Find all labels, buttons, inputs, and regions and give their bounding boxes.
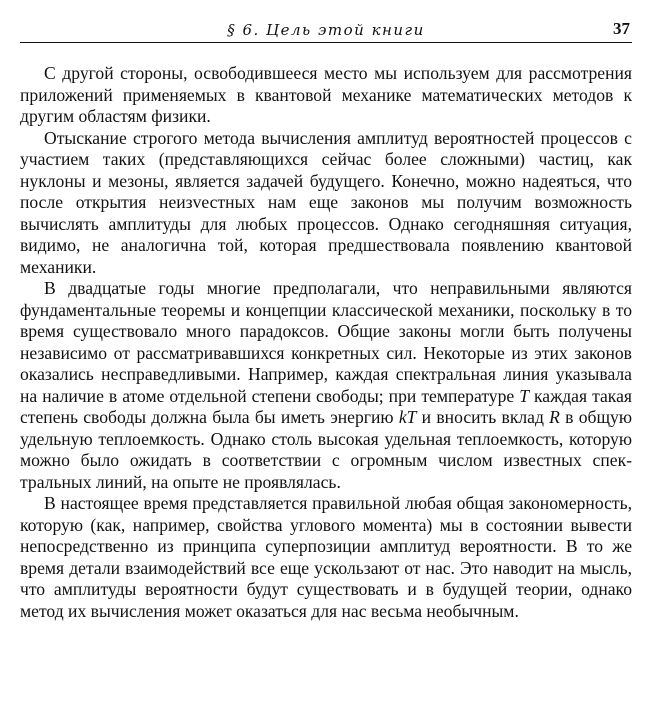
page-number: 37 [613,19,630,38]
body-text [20,63,632,622]
paragraph-4: В настоящее время представляется правильной любая общая закономерность, которую (как, например, свойства углового момента) мы в состоянии вывести непосредственно из принципа суперпозиции амплитуд вероятности. В то же время детали взаимодействий все еще ускользают от нас. Это наводит на мысль, что амплитуды вероятности будут существовать и в будущей теории, однако метод их вычисления может оказаться для нас весьма необычным. [20,493,632,621]
book-page [20,18,632,708]
symbol-energy-kt: kT [398,407,417,427]
paragraph-1: С другой стороны, освободившееся место мы используем для рассмотрения приложений применяемых в квантовой механике математических методов к другим областям физики. [20,63,632,126]
paragraph-3 [20,278,632,493]
paragraph-3-text-end: в общую удельную теплоемкость. Однако столь высокая удельная теплоемкость, которую можно было ожидать в соответствии с огромным числом известных спектральных линий, на опыте не проявлялась. [20,407,632,492]
paragraph-2: Отыскание строгого метода вычисления амплитуд вероятностей процессов с участием таких (представляющихся сейчас более сложными) частиц, как нуклоны и мезоны, является задачей будущего. Конечно, можно надеяться, что после открытия неизvестных нам еще законов мы получим возможность вычислять амплитуды для любых процессов. Однако сегодняшняя ситуация, видимо, не аналогична той, которая предшествовала появлению квантовой механики. [20,127,632,277]
symbol-gas-constant: R [549,407,560,427]
running-head [20,18,632,43]
section-title: § 6. Цель этой книги [227,21,425,39]
paragraph-3-text-mid-2: и вносить вклад [416,407,550,427]
paragraph-3-text-start: В двадцатые годы многие предполагали, что неправильными являются фундаментальные теоремы и концепции классической механики, поскольку в то время существовало много парадоксов. Общие законы могли быть получены независимо от рассматривавшихся конкретных сил. Некоторые из этих законов оказались несправедливыми. Например, каждая спектральная линия указывала на наличие в атоме отдельной степени свободы; при температуре [20,278,632,406]
symbol-temperature: T [519,385,529,406]
paragraph-3-text-mid-1: каждая такая степень свободы должна была бы иметь энергию [20,385,632,427]
